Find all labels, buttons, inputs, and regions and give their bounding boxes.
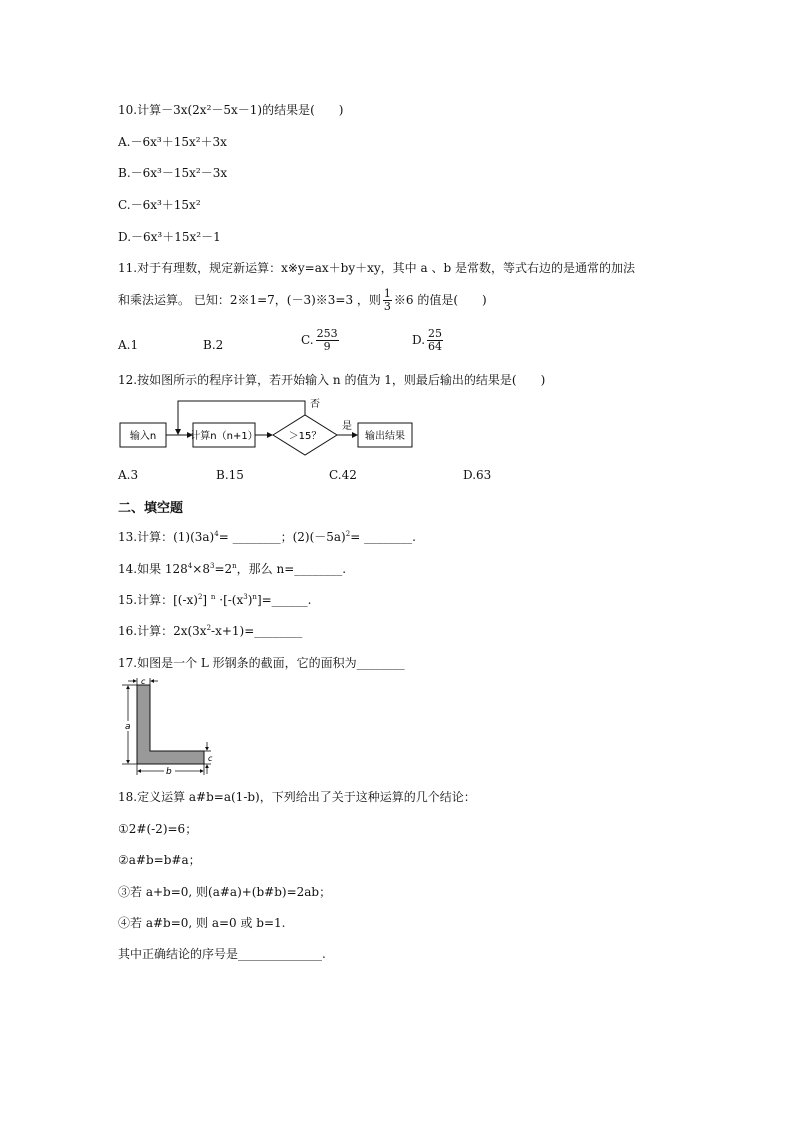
q12-flowchart	[115, 393, 425, 458]
section-fill-in-title: 二、填空题	[118, 501, 184, 516]
q15-part4: )	[247, 593, 253, 607]
q16-exp1: 2	[206, 624, 212, 632]
q12-option-d: D.63	[463, 468, 492, 482]
q11-frac-den: 3	[383, 300, 391, 313]
q14-exp2: 3	[209, 562, 215, 570]
q13-part3: = ________.	[350, 530, 416, 544]
q15-exp2: n	[210, 593, 216, 601]
flow-no-label: 否	[310, 399, 320, 410]
q10-option-d: D.－6x³＋15x²－1	[118, 230, 221, 244]
label-c-top: c	[141, 677, 146, 686]
q14-part4: ，那么 n=________.	[236, 562, 347, 576]
q11-line2	[118, 286, 487, 314]
q16-part2: -x+1)=________	[211, 624, 303, 638]
q11-frac-num: 1	[383, 287, 391, 300]
q10-option-b: B.－6x³－15x²－3x	[118, 166, 228, 180]
label-b: b	[166, 767, 172, 777]
q10-option-a: A.－6x³＋15x²＋3x	[118, 135, 227, 149]
q16-part1: 16.计算：2x(3x	[118, 624, 207, 638]
q11-fraction	[383, 288, 392, 313]
q12-option-b: B.15	[216, 468, 244, 482]
q11-option-c-label: C.	[301, 333, 314, 347]
q11-option-d	[412, 326, 445, 354]
q12-option-c: C.42	[329, 468, 357, 482]
q11-option-b: B.2	[203, 338, 224, 352]
label-c-right: c	[208, 754, 213, 763]
q14-exp3: n	[232, 562, 237, 570]
q16-line	[118, 623, 302, 641]
q18-item-3: ③若 a+b=0, 则(a#a)+(b#b)=2ab；	[118, 885, 332, 899]
q11-line1: 11.对于有理数，规定新运算：x※y=ax＋by＋xy，其中 a 、b 是常数，等式右边的是通常的加法	[118, 261, 635, 275]
q18-item-4: ④若 a#b=0, 则 a=0 或 b=1.	[118, 916, 286, 930]
l-shape	[137, 685, 204, 764]
q18-stem: 18.定义运算 a#b=a(1-b)，下列给出了关于这种运算的几个结论：	[118, 790, 476, 804]
flow-calc-label: 计算n（n+1）	[190, 431, 258, 442]
q11-option-d-fraction	[427, 328, 443, 353]
q11-line2-pre: 和乘法运算。 已知：2※1=7，(－3)※3=3 ，则	[118, 293, 381, 307]
q14-part3: =2	[214, 562, 233, 576]
q13-part2: = ________；(2)(－5a)	[218, 530, 346, 544]
q15-exp3: 3	[243, 593, 248, 601]
q12-stem: 12.按如图所示的程序计算，若开始输入 n 的值为 1，则最后输出的结果是( )	[118, 373, 546, 387]
q13-part1: 13.计算：(1)(3a)	[118, 530, 215, 544]
q13-exp2: 2	[345, 530, 351, 538]
q15-line	[118, 592, 312, 610]
q15-exp4: n	[252, 593, 257, 601]
flow-output-label: 输出结果	[365, 431, 405, 442]
q12-option-a: A.3	[118, 468, 139, 482]
q14-part1: 14.如果 128	[118, 562, 188, 576]
q15-exp1: 2	[197, 593, 203, 601]
q11-option-c-fraction	[316, 328, 339, 353]
q11-option-c-num: 253	[316, 327, 338, 340]
q18-item-1: ①2#(-2)=6；	[118, 822, 198, 836]
q18-conclusion: 其中正确结论的序号是______________.	[118, 947, 326, 961]
q14-exp1: 4	[187, 562, 193, 570]
q11-option-a: A.1	[118, 338, 139, 352]
q15-part3: ·[-(x	[215, 593, 244, 607]
q15-part1: 15.计算：[(-x)	[118, 593, 198, 607]
q10-option-c: C.－6x³＋15x²	[118, 198, 201, 212]
q13-exp1: 4	[214, 530, 219, 538]
q11-option-d-den: 64	[428, 340, 443, 353]
q10-stem: 10.计算－3x(2x²－5x－1)的结果是( )	[118, 103, 344, 117]
q11-option-c-den: 9	[323, 340, 331, 353]
flow-input-label: 输入n	[129, 431, 157, 442]
flow-condition-label: ＞15？	[288, 431, 322, 442]
q11-option-d-num: 25	[428, 327, 443, 340]
q11-line2-post: ※6 的值是( )	[393, 293, 487, 307]
q17-stem: 17.如图是一个 L 形钢条的截面，它的面积为________	[118, 656, 405, 670]
q15-part5: ]=______.	[256, 593, 312, 607]
q11-option-c	[301, 326, 341, 354]
q15-part2: ]	[202, 593, 211, 607]
label-a: a	[125, 722, 131, 732]
q14-line	[118, 561, 346, 579]
q11-option-d-label: D.	[412, 333, 426, 347]
q18-item-2: ②a#b=b#a；	[118, 853, 201, 867]
q13-line	[118, 529, 416, 547]
flow-yes-label: 是	[342, 421, 352, 432]
q14-part2: ×8	[192, 562, 210, 576]
q17-l-shape-figure	[118, 676, 218, 780]
